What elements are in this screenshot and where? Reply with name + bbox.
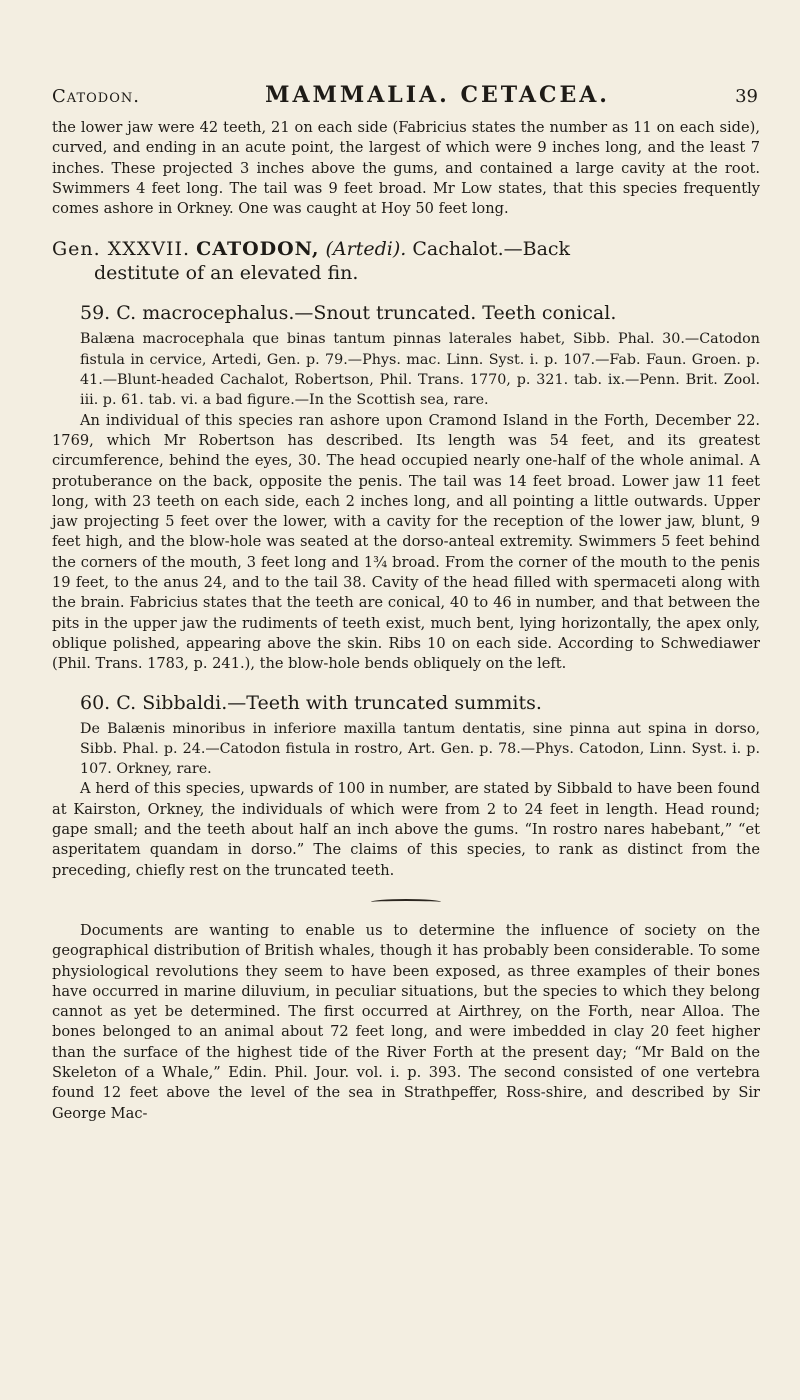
genus-name: CATODON,: [196, 238, 320, 261]
species-60-heading: 60. C. Sibbaldi.—Teeth with truncated summits.: [80, 691, 542, 714]
intro-paragraph: the lower jaw were 42 teeth, 21 on each side (Fabricius states the number as 11 on each side), curved, and ending in an acute point, the largest of which were 9 inches long, and the least 7 inches. These projected 3 inches above the gums, and contained a large cavity at the root. Swimmers 4 feet long. The tail was 9 feet broad. Mr Low states, that this species frequently comes ashore in Orkney. One was caught at Hoy 50 feet long.: [52, 119, 760, 218]
species-60-synonyms: De Balænis minoribus in inferiore maxilla tantum dentatis, sine pinna aut spina in dorso, Sibb. Phal. p. 24.—Catodon fistula in rostro, Art. Gen. p. 78.—Phys. Catodon, Linn. Syst. i. p. 107. Orkney, rare.: [80, 720, 760, 778]
section-divider: [52, 899, 760, 905]
page-body: [52, 118, 760, 1124]
species-59-heading: 59. C. macrocephalus.—Snout truncated. Teeth conical.: [80, 302, 617, 325]
ornament-rule: [371, 899, 441, 905]
page-number: 39: [735, 86, 758, 107]
species-59-text: An individual of this species ran ashore upon Cramond Island in the Forth, December 22. 1769, which Mr Robertson has described. Its length was 54 feet, and its greatest circumference, behind the eyes, 30. The head occupied nearly one-half of the whole animal. A protuberance on the back, opposite the penis. The tail was 14 feet broad. Lower jaw 11 feet long, with 23 teeth on each side, each 2 inches long, and all pointing a little outwards. Upper jaw projecting 5 feet over the lower, with a cavity for the reception of the lower jaw, blunt, 9 feet high, and the blow-hole was seated at the dorso-anteal extremity. Swimmers 5 feet behind the corners of the mouth, 3 feet long and 1¾ broad. From the corner of the mouth to the penis 19 feet, to the anus 24, and to the tail 38. Cavity of the head filled with spermaceti along with the brain. Fabricius states that the teeth are conical, 40 to 46 in number, and that between the pits in the upper jaw the rudiments of teeth exist, much bent, lying horizontally, the apex only, oblique polished, appearing above the skin. Ribs 10 on each side. According to Schwediawer (Phil. Trans. 1783, p. 241.), the blow-hole bends obliquely on the left.: [52, 411, 760, 673]
genus-heading: [52, 237, 760, 285]
species-60-text: A herd of this species, upwards of 100 in number, are stated by Sibbald to have been found at Kairston, Orkney, the individuals of which were from 2 to 24 feet in length. Head round; gape small; and the teeth about half an inch above the gums. “In rostro nares habebant,” “et asperitatem quandam in dorso.” The claims of this species, to rank as distinct from the preceding, chiefly rest on the truncated teeth.: [52, 780, 760, 879]
genus-common-name: Cachalot.—Back: [412, 238, 571, 261]
running-header: [52, 82, 758, 118]
genus-description: destitute of an elevated fin.: [94, 262, 359, 285]
species-59-synonyms: Balæna macrocephala que binas tantum pinnas laterales habet, Sibb. Phal. 30.—Catodon fistula in cervice, Artedi, Gen. p. 79.—Phys. mac. Linn. Syst. i. p. 107.—Fab. Faun. Groen. p. 41.—Blunt-headed Cachalot, Robertson, Phil. Trans. 1770, p. 321. tab. ix.—Penn. Brit. Zool. iii. p. 61. tab. vi. a bad figure.—In the Scottish sea, rare.: [80, 331, 760, 409]
closing-paragraph: Documents are wanting to enable us to determine the influence of society on the geographical distribution of British whales, though it has probably been considerable. To some physiological revolutions they seem to have been exposed, as three examples of their bones have occurred in marine diluvium, in peculiar situations, but the species to which they belong cannot as yet be determined. The first occurred at Airthrey, on the Forth, near Alloa. The bones belonged to an animal about 72 feet long, and were imbedded in clay 20 feet higher than the surface of the highest tide of the River Forth at the present day; “Mr Bald on the Skeleton of a Whale,” Edin. Phil. Jour. vol. i. p. 393. The second consisted of one vertebra found 12 feet above the level of the sea in Strathpeffer, Ross-shire, and described by Sir George Mac-: [52, 921, 760, 1122]
genus-authority: (Artedi).: [325, 238, 407, 261]
header-title: MAMMALIA. CETACEA.: [265, 82, 610, 108]
genus-label: Gen. XXXVII.: [52, 238, 191, 261]
header-section: Catodon.: [52, 86, 140, 107]
